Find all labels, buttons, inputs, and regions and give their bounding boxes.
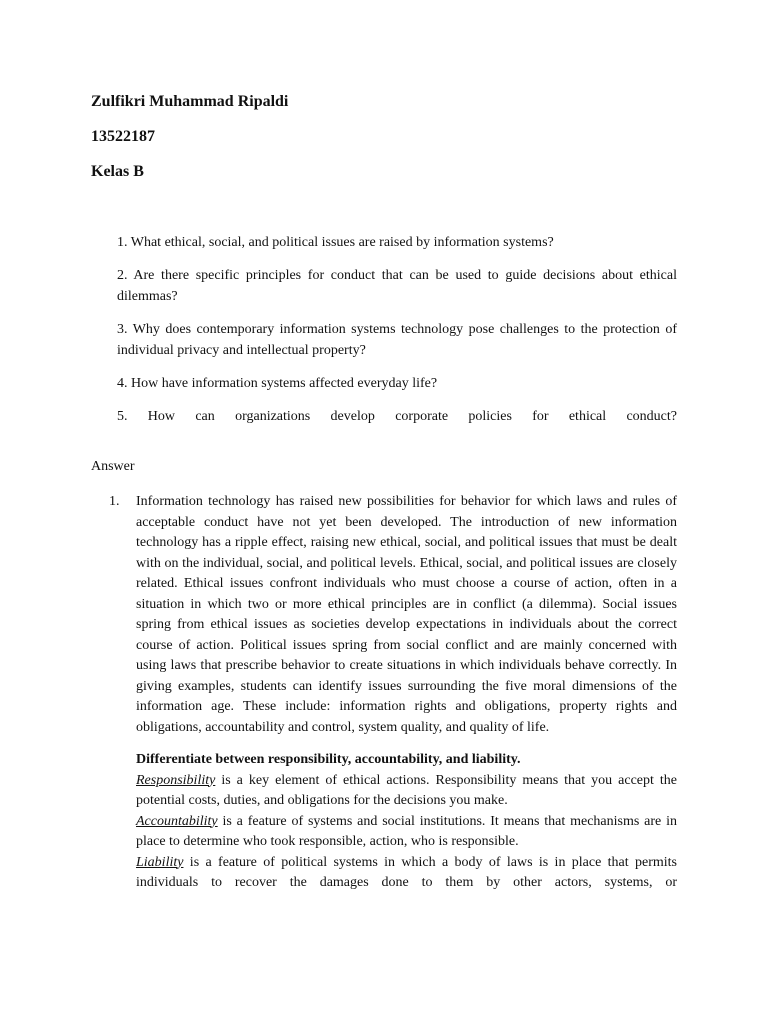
liability-definition	[136, 853, 677, 894]
question-list	[117, 232, 677, 439]
accountability-definition	[136, 812, 677, 853]
differentiate-section	[136, 750, 677, 894]
answer-number: 1.	[109, 494, 120, 509]
liability-text: is a feature of political systems in which a body of laws is in place that permits individuals to recover the damages done to them by other actors, systems, or	[136, 854, 677, 890]
answer-item	[109, 492, 677, 894]
responsibility-text: is a key element of ethical actions. Responsibility means that you accept the potential costs, duties, and obligations for the decisions you make.	[136, 772, 677, 808]
question-item: 4. How have information systems affected everyday life?	[117, 376, 438, 391]
answer-text: Information technology has raised new possibilities for behavior for which laws and rules of acceptable conduct have not yet been developed. The introduction of new information technology has a ripple effect, raising new ethical, social, and political issues that must be dealt with on the individual, social, and political levels. Ethical, social, and political issues are closely related. Ethical issues confront individuals who must choose a course of action, often in a situation in which two or more ethical principles are in conflict (a dilemma). Social issues spring from ethical issues as societies develop expectations in individuals about the correct course of action. Political issues spring from social conflict and are mainly concerned with using laws that prescribe behavior to create situations in which individuals behave correctly. In giving examples, students can identify issues surrounding the five moral dimensions of the information age. These include: information rights and obligations, property rights and obligations, accountability and control, system quality, and quality of life.	[136, 494, 677, 735]
question-item: 3. Why does contemporary information systems technology pose challenges to the protection of individual privacy and intellectual property?	[117, 322, 677, 358]
answer-label: Answer	[91, 459, 135, 474]
question-item: 5. How can organizations develop corporate policies for ethical conduct?	[117, 409, 677, 424]
responsibility-definition	[136, 771, 677, 812]
student-id: 13522187	[91, 128, 155, 145]
accountability-text: is a feature of systems and social institutions. It means that mechanisms are in place to determine who took responsible, action, who is responsible.	[136, 813, 677, 849]
accountability-term: Accountability	[136, 813, 218, 829]
question-item: 2. Are there specific principles for conduct that can be used to guide decisions about ethical dilemmas?	[117, 268, 677, 304]
differentiate-heading: Differentiate between responsibility, accountability, and liability.	[136, 752, 521, 767]
responsibility-term: Responsibility	[136, 772, 216, 788]
question-item: 1. What ethical, social, and political issues are raised by information systems?	[117, 235, 554, 250]
class-label: Kelas B	[91, 163, 144, 180]
author-name: Zulfikri Muhammad Ripaldi	[91, 93, 289, 110]
liability-term: Liability	[136, 854, 184, 870]
